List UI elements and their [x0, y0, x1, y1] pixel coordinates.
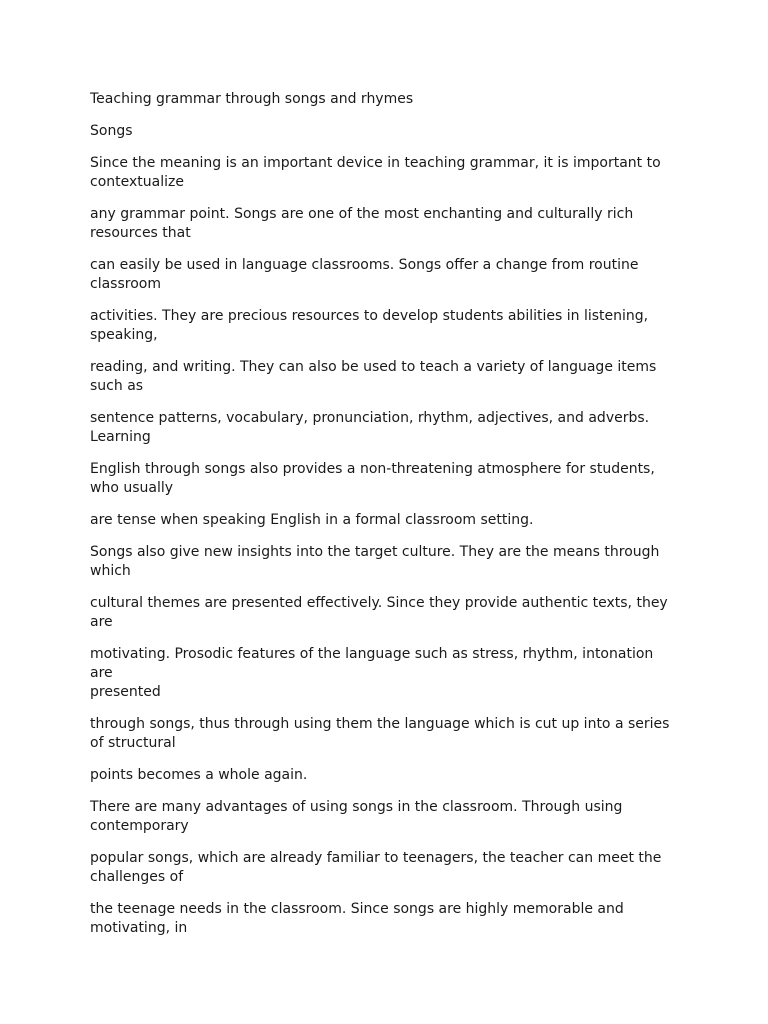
paragraph: can easily be used in language classrooms. Songs offer a change from routine classroom: [90, 257, 639, 292]
paragraph: reading, and writing. They can also be used to teach a variety of language items such as: [90, 359, 657, 394]
paragraph: any grammar point. Songs are one of the most enchanting and culturally rich resources that: [90, 206, 634, 241]
paragraph: motivating. Prosodic features of the language such as stress, rhythm, intonation are presented: [90, 646, 654, 700]
document-page: [90, 90, 680, 951]
paragraph: Songs also give new insights into the target culture. They are the means through which: [90, 544, 660, 579]
paragraph: popular songs, which are already familiar to teenagers, the teacher can meet the challenges of: [90, 850, 662, 885]
paragraph: through songs, thus through using them the language which is cut up into a series of structural: [90, 716, 670, 751]
paragraph: are tense when speaking English in a formal classroom setting.: [90, 512, 534, 528]
paragraph: the teenage needs in the classroom. Since songs are highly memorable and motivating, in: [90, 901, 624, 936]
paragraph: points becomes a whole again.: [90, 767, 308, 783]
paragraph: There are many advantages of using songs in the classroom. Through using contemporary: [90, 799, 623, 834]
section-heading: Songs: [90, 123, 133, 139]
paragraph: Since the meaning is an important device in teaching grammar, it is important to contextualize: [90, 155, 661, 190]
paragraph: English through songs also provides a non-threatening atmosphere for students, who usually: [90, 461, 655, 496]
paragraph: sentence patterns, vocabulary, pronunciation, rhythm, adjectives, and adverbs. Learning: [90, 410, 650, 445]
paragraph: activities. They are precious resources to develop students abilities in listening, speaking,: [90, 308, 649, 343]
paragraph: cultural themes are presented effectively. Since they provide authentic texts, they are: [90, 595, 668, 630]
document-title: Teaching grammar through songs and rhymes: [90, 91, 414, 107]
